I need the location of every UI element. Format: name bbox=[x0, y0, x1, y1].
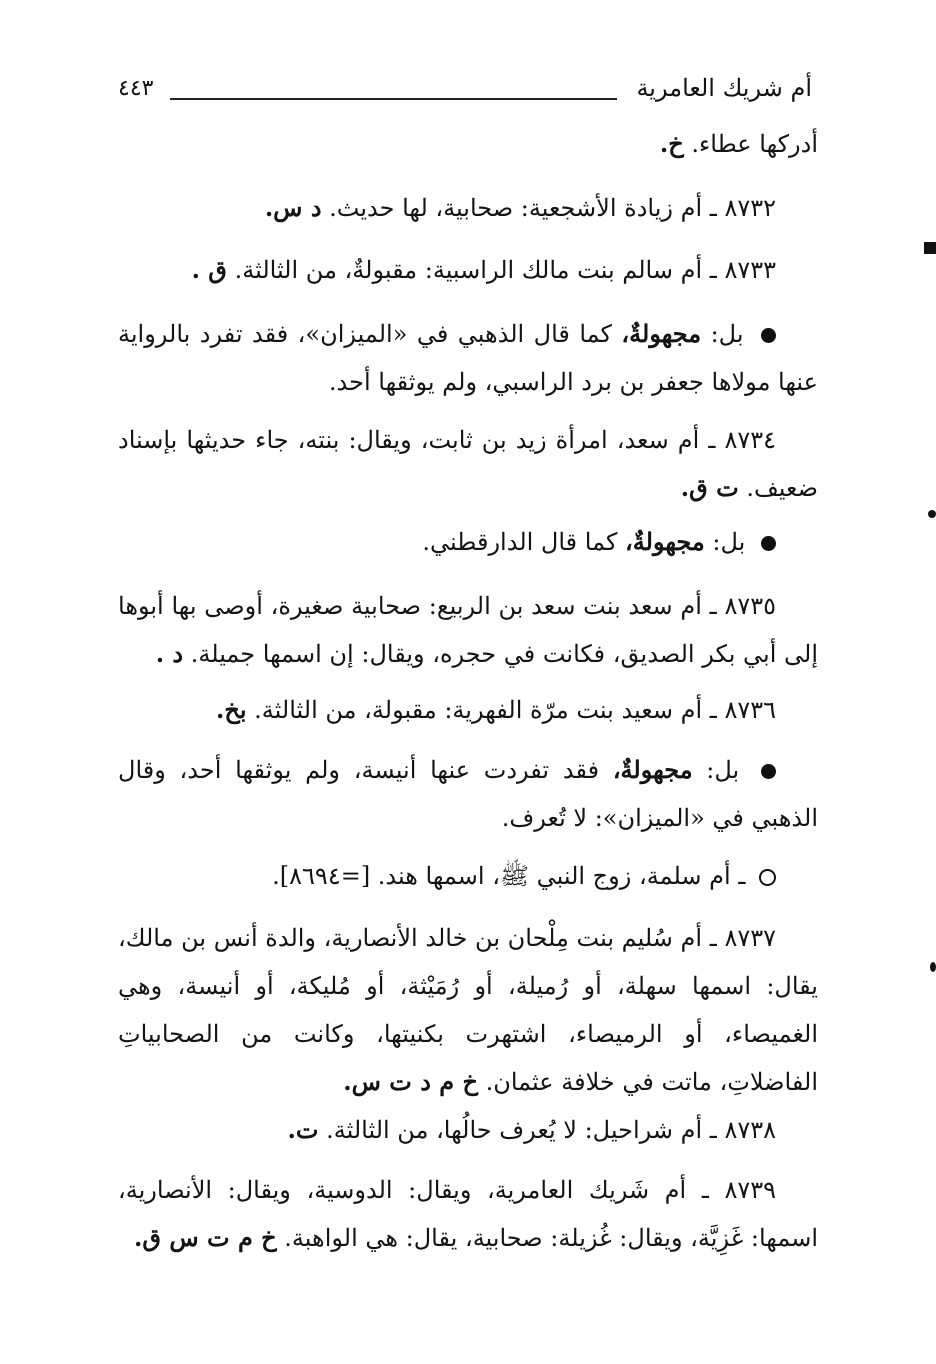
cross-reference bbox=[118, 852, 818, 900]
entry-text: أم سعد بنت سعد بن الربيع: صحابية صغيرة، أوصى بها أبوها إلى أبي بكر الصديق، فكانت في حجره، ويقال: إن اسمها جميلة. bbox=[118, 592, 818, 668]
entry-8734 bbox=[118, 416, 818, 512]
entry-8735 bbox=[118, 582, 818, 678]
entry-text: أم سالم بنت مالك الراسبية: مقبولةٌ، من الثالثة. bbox=[234, 256, 703, 284]
entry-text: أم سعد، امرأة زيد بن ثابت، ويقال: بنته، جاء حديثها بإسناد ضعيف. bbox=[118, 426, 818, 502]
entry-8738 bbox=[118, 1106, 818, 1154]
source-codes: خ م د ت س. bbox=[343, 1067, 478, 1096]
source-codes: د . bbox=[155, 639, 184, 668]
editor-note: بل: مجهولةٌ، كما قال الدارقطني. bbox=[118, 518, 818, 566]
entry-8737 bbox=[118, 914, 818, 1106]
entry-continuation: أدركها عطاء. خ. bbox=[659, 129, 818, 158]
entry-text: أم سعيد بنت مرّة الفهرية: مقبولة، من الثالثة. bbox=[254, 696, 703, 724]
entry-text: أم شراحيل: لا يُعرف حالُها، من الثالثة. bbox=[326, 1116, 703, 1144]
entry-number: ٨٧٣٤ ـ bbox=[708, 426, 776, 454]
bullet-icon bbox=[761, 536, 776, 551]
source-codes: خ. bbox=[659, 129, 684, 158]
entry-8739 bbox=[118, 1166, 818, 1262]
header-rule bbox=[170, 98, 617, 100]
entry-number: ٨٧٣٨ ـ bbox=[709, 1116, 776, 1144]
margin-mark bbox=[928, 510, 936, 518]
entry-text: أم سُليم بنت مِلْحان بن خالد الأنصارية، والدة أنس بن مالك، يقال: اسمها سهلة، أو رُميلة، أو رُمَيْثة، أو مُليكة، أو أنيسة، وهي الغميصاء، أو الرميصاء، اشتهرت بكنيتها، وكانت من الصحابياتِ الفاضلاتِ، ماتت في خلافة عثمان. bbox=[118, 924, 818, 1096]
source-codes: ت ق. bbox=[680, 473, 739, 502]
editor-note: بل: مجهولةٌ، كما قال الذهبي في «الميزان»، فقد تفرد بالرواية عنها مولاها جعفر بن برد الراسبي، ولم يوثقها أحد. bbox=[118, 319, 818, 396]
entry-text: أم شَريك العامرية، ويقال: الدوسية، ويقال: الأنصارية، اسمها: غَزِيَّة، ويقال: غُزيلة: صحابية، يقال: هي الواهبة. bbox=[118, 1176, 818, 1252]
bullet-icon bbox=[761, 328, 776, 343]
entry-number: ٨٧٣٣ ـ bbox=[709, 256, 776, 284]
entry-8732 bbox=[118, 184, 818, 232]
entry-number: ٨٧٣٩ ـ bbox=[701, 1176, 776, 1204]
source-codes: د س. bbox=[264, 193, 322, 222]
entry-8736 bbox=[118, 686, 818, 734]
entry-number: ـ bbox=[738, 862, 746, 890]
page-number: ٤٤٣ bbox=[118, 76, 154, 101]
source-codes: بخ. bbox=[216, 695, 247, 724]
entry-number: ٨٧٣٢ ـ bbox=[709, 194, 776, 222]
entry-text: أم سلمة، زوج النبي ﷺ، اسمها هند. [=٨٦٩٤]. bbox=[272, 862, 731, 890]
margin-mark bbox=[930, 962, 936, 972]
running-title: أم شريك العامرية bbox=[636, 74, 812, 102]
circle-icon bbox=[759, 869, 776, 886]
entry-number: ٨٧٣٧ ـ bbox=[709, 924, 776, 952]
entry-number: ٨٧٣٥ ـ bbox=[709, 592, 776, 620]
page-header bbox=[118, 72, 812, 112]
margin-mark bbox=[924, 242, 936, 254]
editor-note: بل: مجهولةٌ، فقد تفردت عنها أنيسة، ولم يوثقها أحد، وقال الذهبي في «الميزان»: لا تُعرف. bbox=[118, 755, 818, 832]
source-codes: ق . bbox=[191, 255, 227, 284]
source-codes: ت. bbox=[287, 1115, 319, 1144]
bullet-icon bbox=[761, 764, 776, 779]
entry-text: أم زيادة الأشجعية: صحابية، لها حديث. bbox=[329, 194, 703, 222]
source-codes: خ م ت س ق. bbox=[134, 1223, 277, 1252]
entry-number: ٨٧٣٦ ـ bbox=[709, 696, 776, 724]
entry-8733 bbox=[118, 246, 818, 294]
